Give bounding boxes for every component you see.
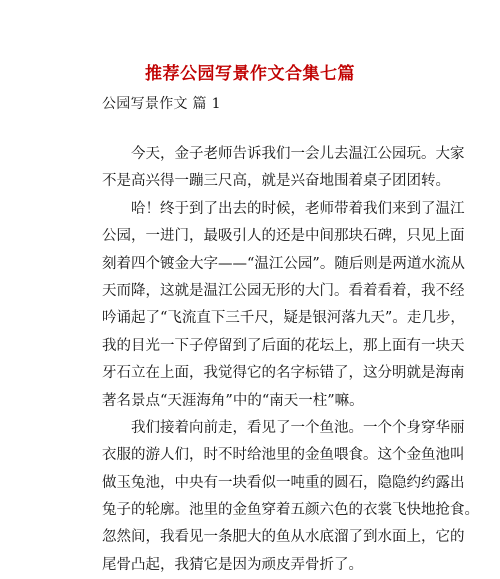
paragraph-3-line-2: 衣服的游人们，时不时给池里的金鱼喂食。这个金鱼池叫 <box>102 447 465 464</box>
paragraph-2-line-7: 牙石立在上面，我觉得它的名字标错了，这分明就是海南 <box>102 365 465 382</box>
document-title: 推荐公园写景作文合集七篇 <box>145 64 355 84</box>
paragraph-2-line-3: 刻着四个镀金大字——“温江公园”。随后则是两道水流从 <box>102 255 465 272</box>
paragraph-2-line-2: 公园，一进门，最吸引人的还是中间那块石碑，只见上面 <box>102 228 465 245</box>
section-heading: 公园写景作文 篇 1 <box>102 96 221 112</box>
article-body <box>102 141 479 579</box>
paragraph-1-line-2: 不是高兴得一蹦三尺高，就是兴奋地围着桌子团团转。 <box>102 173 450 190</box>
paragraph-2-line-4: 天而降，这就是温江公园无形的大门。看着看着，我不经 <box>102 282 465 299</box>
paragraph-1-line-1: 今天，金子老师告诉我们一会儿去温江公园玩。大家 <box>131 146 465 162</box>
paragraph-3-line-5: 忽然间，我看见一条肥大的鱼从水底溜了到水面上，它的 <box>102 529 465 546</box>
paragraph-2-line-5: 吟诵起了“飞流直下三千尺，疑是银河落九天”。走几步， <box>102 310 465 327</box>
paragraph-3-line-1: 我们接着向前走，看见了一个鱼池。一个个身穿华丽 <box>131 419 465 436</box>
paragraph-3-line-6: 尾骨凸起，我猜它是因为顽皮弄骨折了。 <box>102 556 363 573</box>
paragraph-3-line-3: 做玉兔池，中央有一块看似一吨重的圆石，隐隐约约露出 <box>102 474 465 491</box>
paragraph-2-line-6: 我的目光一下子停留到了后面的花坛上，那上面有一块天 <box>102 337 465 354</box>
paragraph-3-line-4: 兔子的轮廓。池里的金鱼穿着五颜六色的衣裳飞快地抢食。 <box>102 502 479 519</box>
paragraph-2-line-1: 哈！终于到了出去的时候，老师带着我们来到了温江 <box>131 200 465 217</box>
paragraph-2-line-8: 著名景点“天涯海角”中的“南天一柱”嘛。 <box>102 392 364 409</box>
